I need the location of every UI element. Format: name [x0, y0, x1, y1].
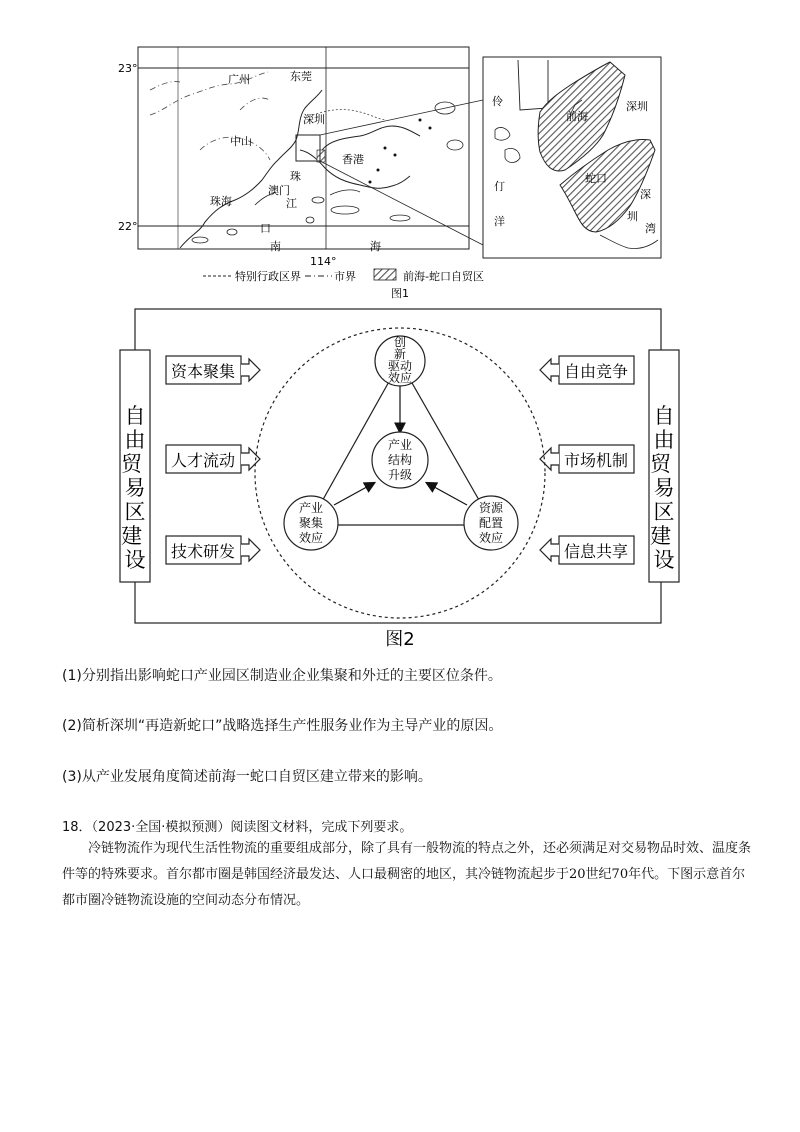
question-3: (3)从产业发展角度简述前海一蛇口自贸区建立带来的影响。 — [62, 769, 432, 785]
arrow-right-to-center — [427, 483, 467, 505]
svg-text:洋: 洋 — [494, 215, 505, 228]
svg-text:香港: 香港 — [342, 153, 364, 166]
coastline — [180, 90, 322, 248]
svg-text:中山: 中山 — [230, 135, 252, 148]
legend-city-boundary: 市界 — [334, 270, 356, 283]
ftz-marker — [317, 150, 325, 162]
hollow-arrow-left-2 — [241, 448, 260, 470]
left-box-label-0: 资本聚集 — [170, 362, 236, 381]
svg-text:东莞: 东莞 — [290, 70, 312, 83]
lat-22-label: 22° — [118, 220, 138, 233]
q18-heading: 18．（2023·全国·模拟预测）阅读图文材料，完成下列要求。 — [62, 820, 413, 835]
arrow-left-to-center — [334, 483, 374, 505]
svg-text:圳: 圳 — [627, 210, 638, 223]
figure-2-diagram — [0, 300, 800, 660]
lon-114-label: 114° — [310, 255, 337, 268]
right-box-label-2: 信息共享 — [563, 542, 629, 561]
svg-text:伶: 伶 — [492, 95, 503, 108]
svg-text:深圳: 深圳 — [626, 100, 648, 113]
svg-text:深圳: 深圳 — [303, 113, 325, 126]
figure-1-map — [0, 0, 800, 300]
svg-text:创新驱动效应: 创新驱动效应 — [387, 335, 413, 385]
svg-text:口: 口 — [260, 222, 271, 235]
lat-23-label: 23° — [118, 62, 138, 75]
right-box-label-1: 市场机制 — [563, 451, 629, 470]
svg-text:蛇口: 蛇口 — [585, 172, 607, 185]
svg-text:自由贸 易区建 设: 自由贸 易区建 设 — [650, 404, 675, 572]
svg-text:珠海: 珠海 — [210, 195, 232, 208]
inset-locator-box — [296, 135, 320, 161]
right-box-label-0: 自由竞争 — [563, 362, 629, 381]
svg-text:仃: 仃 — [494, 180, 505, 193]
svg-text:产业聚集效应: 产业聚集效应 — [298, 501, 324, 545]
legend-ftz: 前海-蛇口自贸区 — [403, 270, 484, 283]
hollow-arrow-left-3 — [241, 539, 260, 561]
left-box-label-2: 技术研发 — [170, 542, 236, 561]
svg-text:深: 深 — [640, 188, 651, 201]
hollow-arrow-right-1 — [540, 359, 559, 381]
hollow-arrow-right-3 — [540, 539, 559, 561]
legend-special-boundary: 特别行政区界 — [235, 270, 301, 283]
svg-text:珠: 珠 — [290, 170, 301, 183]
svg-text:产业结构升级: 产业结构升级 — [387, 438, 413, 482]
figure-1-caption: 图1 — [391, 287, 409, 300]
hollow-arrow-left-1 — [241, 359, 260, 381]
left-box-label-1: 人才流动 — [170, 451, 236, 470]
svg-text:澳门: 澳门 — [268, 184, 290, 197]
svg-text:广州: 广州 — [228, 73, 250, 86]
svg-text:南: 南 — [270, 240, 281, 253]
svg-text:湾: 湾 — [645, 222, 656, 235]
question-1: (1)分别指出影响蛇口产业园区制造业企业集聚和外迁的主要区位条件。 — [62, 668, 502, 684]
svg-text:自由贸 易区建 设: 自由贸 易区建 设 — [121, 404, 146, 572]
svg-text:前海: 前海 — [566, 110, 588, 123]
question-2: (2)简析深圳“再造新蛇口”战略选择生产性服务业作为主导产业的原因。 — [62, 718, 503, 734]
svg-text:海: 海 — [370, 240, 381, 253]
svg-text:资源配置效应: 资源配置效应 — [478, 501, 504, 545]
svg-text:江: 江 — [286, 197, 297, 210]
q18-paragraph: 冷链物流作为现代生活性物流的重要组成部分，除了具有一般物流的特点之外，还必须满足对交易物品时效、温度条件等的特殊要求。首尔都市圈是韩国经济最发达、人口最稠密的地区，其冷链物流起步于20世纪70年代。下图示意首尔都市圈冷链物流设施的空间动态分布情况。 — [62, 841, 752, 908]
figure-2-caption: 图2 — [385, 629, 415, 650]
legend-ftz-swatch — [374, 269, 396, 280]
